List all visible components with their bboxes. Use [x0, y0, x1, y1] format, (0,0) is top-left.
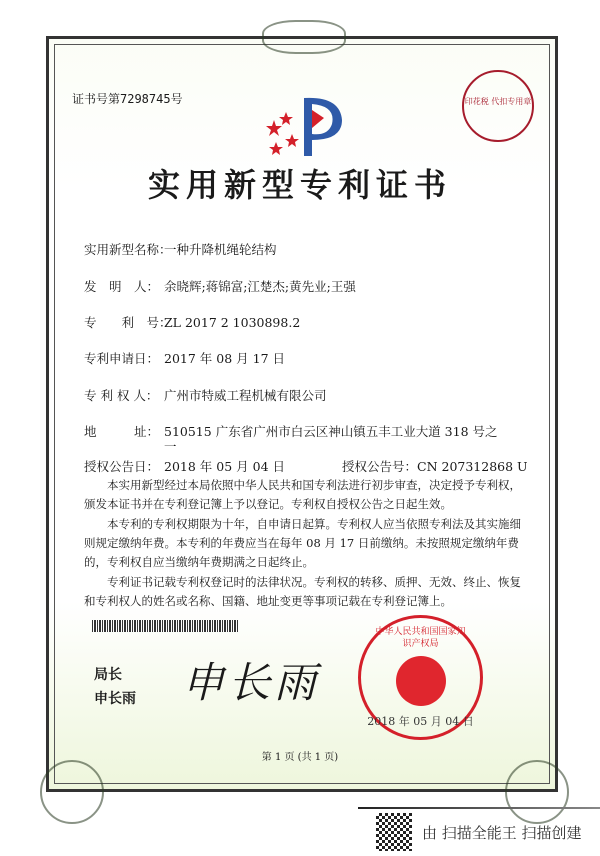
top-ornament [262, 20, 346, 54]
national-emblem-icon [396, 656, 446, 706]
barcode [92, 620, 239, 632]
seal-date: 2018 年 05 月 04 日 [367, 715, 474, 728]
qr-code-icon [376, 813, 412, 851]
certificate-number: 证书号第7298745号 [72, 92, 183, 106]
official-seal [358, 615, 483, 740]
paragraph: 专利证书记载专利权登记时的法律状况。专利权的转移、质押、无效、终止、恢复和专利权人的姓名或名称、国籍、地址变更等事项记载在专利登记簿上。 [84, 575, 521, 608]
signatory-name: 申长雨 [94, 691, 136, 707]
seal-ring-text: 中华人民共和国国家知识产权局 [375, 627, 466, 649]
signatory-title: 局长 [94, 667, 122, 683]
tax-stamp: 印花税 代扣专用章 [462, 70, 534, 142]
certificate-title: 实用新型专利证书 [147, 166, 452, 204]
field-name: 实用新型名称：一种升降机绳轮结构 [84, 242, 277, 257]
divider [358, 807, 600, 809]
field-inventors: 发 明 人： 余晓辉;蒋锦富;江楚杰;黄先业;王强 [84, 279, 356, 294]
page-info: 第 1 页 (共 1 页) [261, 752, 339, 763]
field-grant-date: 授权公告日： 2018 年 05 月 04 日 [84, 459, 285, 474]
field-application-date: 专利申请日： 2017 年 08 月 17 日 [84, 351, 285, 366]
field-address: 地 址： 510515 广东省广州市白云区神山镇五丰工业大道 318 号之 [84, 424, 498, 439]
field-patentee: 专 利 权 人： 广州市特威工程机械有限公司 [84, 388, 327, 403]
field-announcement-number: 授权公告号：CN 207312868 U [342, 459, 528, 474]
patent-office-logo [262, 90, 352, 160]
scanner-footer: 由 扫描全能王 扫描创建 [422, 824, 582, 842]
field-patent-number: 专 利 号：ZL 2017 2 1030898.2 [84, 315, 301, 330]
paragraph: 本专利的专利权期限为十年，自申请日起算。专利权人应当依照专利法及其实施细则规定缴纳年费。本专利的年费应当在每年 08 月 17 日前缴纳。未按照规定缴纳年费的，专利权自应当缴纳年费期满之日起终止。 [84, 517, 521, 569]
corner-ornament [40, 760, 104, 824]
paragraph: 本实用新型经过本局依照中华人民共和国专利法进行初步审查，决定授予专利权，颁发本证书并在专利登记簿上予以登记。专利权自授权公告之日起生效。 [84, 478, 521, 511]
corner-ornament [505, 760, 569, 824]
field-address-cont: 一 [164, 439, 177, 454]
handwritten-signature: 申长雨 [182, 658, 321, 707]
